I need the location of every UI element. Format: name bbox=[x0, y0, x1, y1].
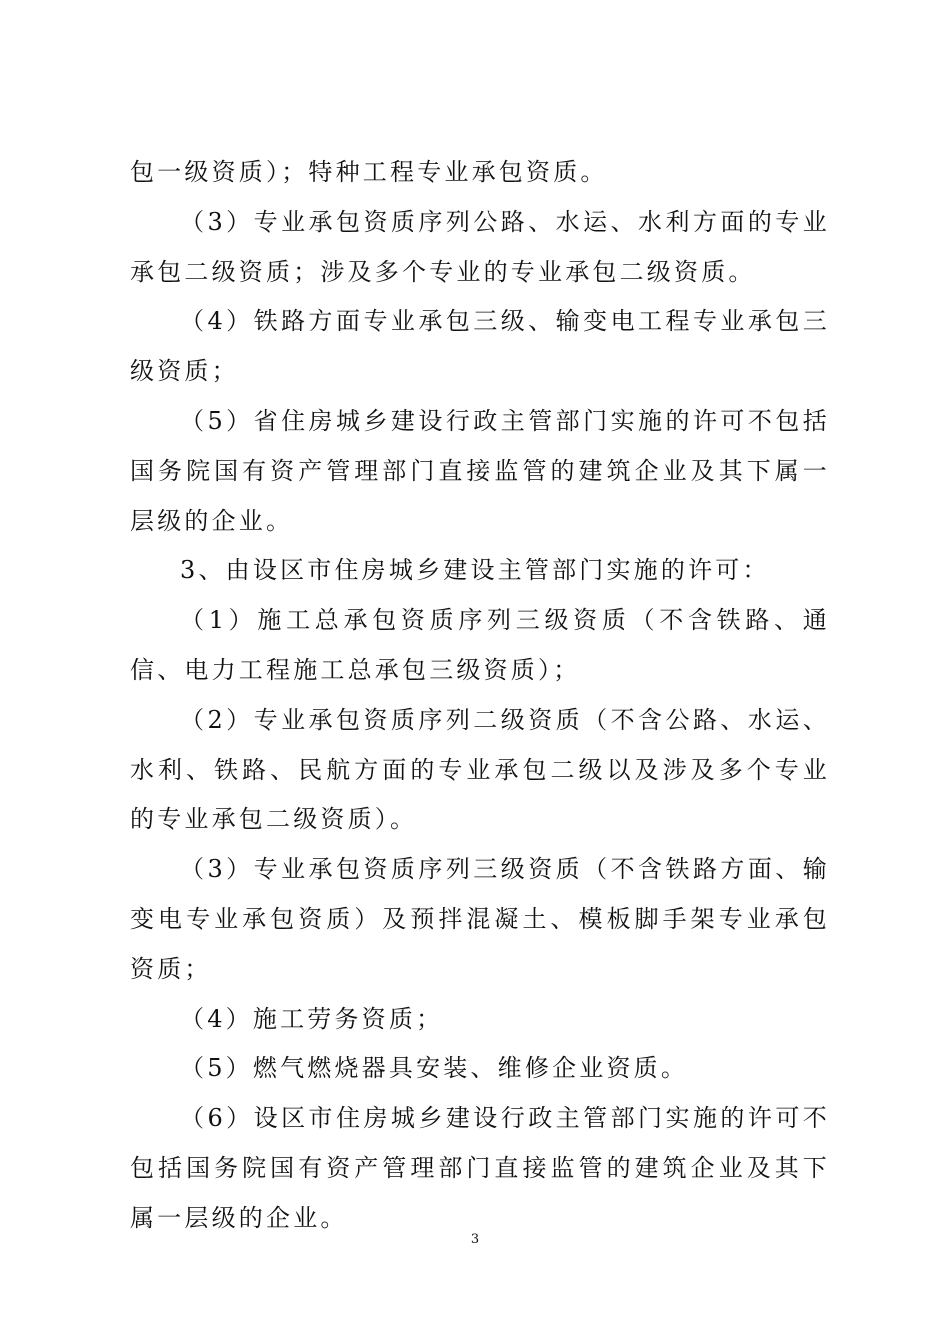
section-heading-3: 3、由设区市住房城乡建设主管部门实施的许可： bbox=[180, 556, 770, 585]
paragraph-item-4: （4）铁路方面专业承包三级、输变电工程专业承包三级资质； bbox=[130, 307, 830, 386]
paragraph-sub-item-5: （5）燃气燃烧器具安装、维修企业资质。 bbox=[180, 1054, 689, 1083]
paragraph-sub-item-2: （2）专业承包资质序列二级资质（不含公路、水运、水利、铁路、民航方面的专业承包二级以及涉及多个专业的专业承包二级资质）。 bbox=[130, 705, 830, 834]
paragraph-sub-item-4: （4）施工劳务资质； bbox=[180, 1004, 444, 1033]
paragraph-sub-item-3: （3）专业承包资质序列三级资质（不含铁路方面、输变电专业承包资质）及预拌混凝土、模板脚手架专业承包资质； bbox=[130, 855, 830, 983]
paragraph-sub-item-1: （1）施工总承包资质序列三级资质（不含铁路、通信、电力工程施工总承包三级资质）； bbox=[130, 606, 830, 684]
body-text bbox=[130, 148, 830, 1244]
page-number: 3 bbox=[470, 1232, 480, 1247]
paragraph-item-5: （5）省住房城乡建设行政主管部门实施的许可不包括国务院国有资产管理部门直接监管的建筑企业及其下属一层级的企业。 bbox=[130, 406, 830, 535]
paragraph-item-3: （3）专业承包资质序列公路、水运、水利方面的专业承包二级资质；涉及多个专业的专业承包二级资质。 bbox=[130, 207, 830, 286]
paragraph-sub-item-6: （6）设区市住房城乡建设行政主管部门实施的许可不包括国务院国有资产管理部门直接监管的建筑企业及其下属一层级的企业。 bbox=[130, 1104, 830, 1232]
paragraph-continuation: 包一级资质）；特种工程专业承包资质。 bbox=[130, 158, 608, 186]
